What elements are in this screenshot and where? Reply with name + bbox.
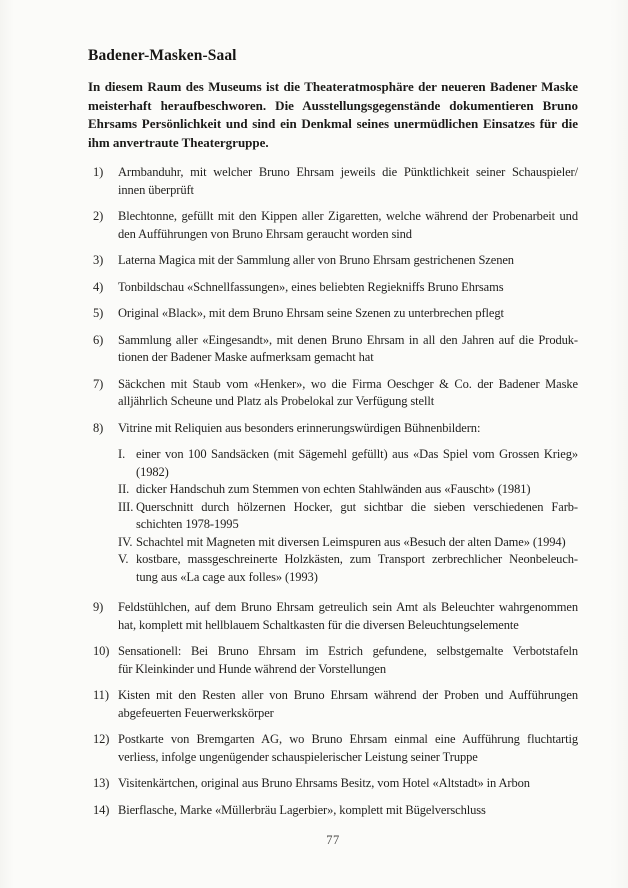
list-item-number: 8) [93, 420, 104, 435]
list-item [88, 252, 578, 270]
sublist-item-body [136, 446, 578, 481]
list-item-body [118, 376, 578, 411]
sublist-item-line: dicker Handschuh zum Stemmen von echten Stahlwänden aus «Fauscht» (1981) [136, 482, 531, 496]
sublist-item-body [136, 551, 578, 586]
sublist-item-numeral: I. [118, 447, 126, 461]
list-item-line: abgefeuerten Feuerwerkskörper [118, 705, 274, 720]
list-item-number: 1) [93, 165, 104, 179]
list-item-number: 12) [93, 732, 110, 746]
list-item-line: Laterna Magica mit der Sammlung aller von Bruno Ehrsam gestrichenen Szenen [118, 253, 514, 267]
list-item-line: Feldstühlchen, auf dem Bruno Ehrsam getreulich sein Amt als Beleuchter wahrgenommen [118, 600, 578, 614]
list-item-line: Bierflasche, Marke «Müllerbräu Lagerbier», komplett mit Bügelverschluss [118, 802, 486, 817]
list-item [88, 376, 578, 411]
sublist-item [118, 534, 578, 552]
list-item-body [118, 802, 578, 820]
list-item-body [118, 599, 578, 634]
list-item [88, 775, 578, 793]
list-item [88, 332, 578, 367]
list-item [88, 802, 578, 820]
sublist-item-body [136, 481, 578, 499]
sublist-item [118, 499, 578, 534]
list-item-number: 9) [93, 600, 104, 614]
list-item [88, 687, 578, 722]
list-item [88, 643, 578, 678]
list-item-number: 10) [93, 644, 110, 658]
list-item-body [118, 775, 578, 793]
list-item-line: Vitrine mit Reliquien aus besonders erinnerungswürdigen Bühnenbildern: [118, 420, 481, 435]
list-item-line: Armbanduhr, mit welcher Bruno Ehrsam jeweils die Pünktlichkeit seiner Schauspieler/ [118, 165, 578, 179]
page-number: 77 [326, 833, 340, 847]
sublist-item [118, 446, 578, 481]
list-item-body [118, 731, 578, 766]
list-item-number: 2) [93, 209, 104, 223]
list-item-line: verliess, infolge ungenügender schauspielerischer Leistung seiner Truppe [118, 749, 478, 764]
list-item-line: hat, komplett mit hellblauem Schaltkasten für die diversen Beleuchtungselemente [118, 617, 519, 632]
list-item-body [118, 332, 578, 367]
intro-paragraph [88, 78, 578, 152]
list-item-line: Visitenkärtchen, original aus Bruno Ehrsams Besitz, vom Hotel «Altstadt» in Arbon [118, 776, 530, 790]
list-item-line: Original «Black», mit dem Bruno Ehrsam seine Szenen zu unterbrechen pflegt [118, 306, 504, 320]
list-item [88, 599, 578, 634]
list-item-number: 11) [93, 688, 109, 702]
sublist-item-body [136, 534, 578, 552]
list-item [88, 731, 578, 766]
list-item-line: Tonbildschau «Schnellfassungen», eines beliebten Regiekniffs Bruno Ehrsams [118, 279, 504, 294]
sublist-item-line: schichten 1978-1995 [136, 517, 239, 531]
intro-line: ihm anvertraute Theatergruppe. [88, 134, 269, 150]
list-item-number: 6) [93, 332, 104, 347]
list-item-line: Säckchen mit Staub vom «Henker», wo die Firma Oeschger & Co. der Badener Maske [118, 376, 578, 391]
list-item-line: Sensationell: Bei Bruno Ehrsam im Estrich gefundene, selbstgemalte Verbotstafeln [118, 644, 578, 658]
list-item [88, 164, 578, 199]
list-item-line: Blechtonne, gefüllt mit den Kippen aller Zigaretten, welche während der Probenarbeit und [118, 209, 578, 223]
list-item-body [118, 420, 578, 591]
list-item-number: 14) [93, 802, 110, 817]
list-item-line: alljährlich Scheune und Platz als Probelokal zur Verfügung stellt [118, 394, 435, 408]
sublist-item-numeral: II. [118, 482, 130, 496]
list-item-line: Postkarte von Bremgarten AG, wo Bruno Ehrsam einmal eine Aufführung fluchtartig [118, 732, 578, 746]
sublist-item [118, 551, 578, 586]
sublist-item-numeral: V. [118, 552, 129, 566]
sublist-item-line: Schachtel mit Magneten mit diversen Leimspuren aus «Besuch der alten Dame» (1994) [136, 534, 566, 549]
list-item-number: 3) [93, 253, 104, 267]
list-item-body [118, 643, 578, 678]
intro-line: Ehrsams Persönlichkeit und sind ein Denkmal seines unermüdlichen Einsatzes für die [88, 116, 578, 131]
sublist-item-numeral: III. [118, 499, 134, 514]
sublist-item-line: einer von 100 Sandsäcken (mit Sägemehl gefüllt) aus «Das Spiel vom Grossen Krieg» [136, 447, 578, 461]
intro-line: meisterhaft heraufbeschworen. Die Ausstellungsgegenstände dokumentieren Bruno [88, 97, 578, 113]
page-title: Badener-Masken-Saal [88, 47, 237, 64]
sublist-item-numeral: IV. [118, 534, 133, 549]
sublist-item-body [136, 499, 578, 534]
relic-sublist [118, 446, 578, 586]
sublist-item-line: Querschnitt durch hölzernen Hocker, gut sichtbar die sieben verschiedenen Farb- [136, 499, 578, 514]
list-item-line: den Aufführungen von Bruno Ehrsam geraucht worden sind [118, 226, 412, 241]
list-item-body [118, 279, 578, 297]
list-item-body [118, 305, 578, 323]
list-item-line: für Kleinkinder und Hunde während der Vorstellungen [118, 661, 386, 676]
list-item-number: 13) [93, 776, 110, 790]
list-item-line: Sammlung aller «Eingesandt», mit denen Bruno Ehrsam in all den Jahren auf die Produk- [118, 332, 578, 347]
page-content [88, 47, 578, 848]
list-item-line: tionen der Badener Maske aufmerksam gemacht hat [118, 350, 374, 364]
list-item-number: 4) [93, 279, 104, 294]
sublist-item-line: (1982) [136, 464, 169, 479]
sublist-item-line: kostbare, massgeschreinerte Holzkästen, zum Transport zerbrechlicher Neonbeleuch- [136, 552, 578, 566]
list-item-number: 5) [93, 306, 104, 320]
list-item [88, 420, 578, 591]
list-item-body [118, 208, 578, 243]
list-item [88, 279, 578, 297]
sublist-item [118, 481, 578, 499]
list-item-line: Kisten mit den Resten aller von Bruno Ehrsam während der Proben und Aufführungen [118, 688, 578, 702]
intro-line: In diesem Raum des Museums ist die Theateratmosphäre der neueren Badener Maske [88, 79, 578, 94]
list-item-body [118, 164, 578, 199]
list-item [88, 305, 578, 323]
list-item-body [118, 687, 578, 722]
sublist-item-line: tung aus «La cage aux folles» (1993) [136, 569, 318, 584]
list-item-body [118, 252, 578, 270]
exhibit-list [88, 164, 578, 819]
list-item-line: innen überprüft [118, 182, 194, 197]
list-item-number: 7) [93, 376, 104, 391]
list-item [88, 208, 578, 243]
